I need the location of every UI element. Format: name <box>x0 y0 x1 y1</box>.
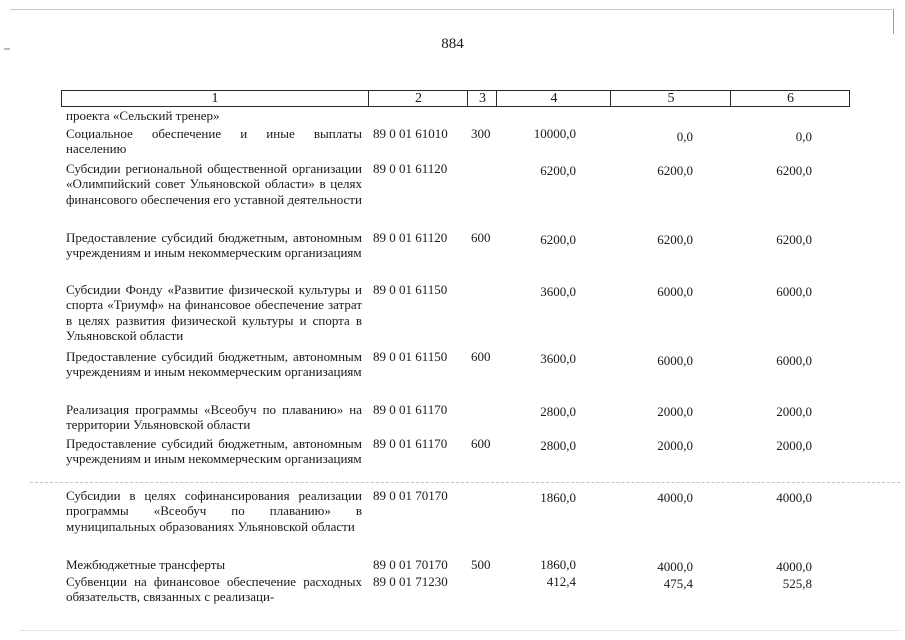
row-value-6: 6000,0 <box>776 353 812 368</box>
row-code: 89 0 01 70170 <box>373 557 448 572</box>
row-value-5: 4000,0 <box>657 559 693 574</box>
row-description: Субсидии Фонду «Развитие физической культуры и спорта «Триумф» на финансовое обеспечение затрат в целях развития физической культуры и спорта в Ульяновской области <box>66 282 362 344</box>
row-value-6: 6000,0 <box>776 284 812 299</box>
row-value-4: 1860,0 <box>540 490 576 505</box>
row-value-5: 2000,0 <box>657 404 693 419</box>
row-description: Субвенции на финансовое обеспечение расходных обязательств, связанных с реализаци- <box>66 574 362 605</box>
row-code: 89 0 01 61150 <box>373 349 448 364</box>
row-description: Предоставление субсидий бюджетным, автономным учреждениям и иным некоммерческим организациям <box>66 230 362 261</box>
row-kvr: 500 <box>471 557 491 572</box>
row-description: Субсидии региональной общественной организации «Олимпийский совет Ульяновской области» в целях финансового обеспечения его уставной деятельности <box>66 161 362 207</box>
row-description: Предоставление субсидий бюджетным, автономным учреждениям и иным некоммерческим организациям <box>66 436 362 467</box>
row-code: 89 0 01 61170 <box>373 436 448 451</box>
row-value-6: 4000,0 <box>776 559 812 574</box>
col-header-3: 3 <box>467 91 497 106</box>
col-header-1: 1 <box>211 91 219 106</box>
row-kvr: 300 <box>471 126 491 141</box>
row-value-6: 6200,0 <box>776 232 812 247</box>
row-value-5: 4000,0 <box>657 490 693 505</box>
row-value-6: 0,0 <box>795 129 812 144</box>
row-code: 89 0 01 61120 <box>373 230 448 245</box>
row-value-4: 1860,0 <box>540 557 576 572</box>
row-code: 89 0 01 70170 <box>373 488 448 503</box>
row-value-4: 2800,0 <box>540 438 576 453</box>
row-value-4: 6200,0 <box>540 232 576 247</box>
row-value-5: 2000,0 <box>657 438 693 453</box>
col-header-5: 5 <box>610 91 731 106</box>
col-header-2: 2 <box>368 91 468 106</box>
table-header <box>61 90 850 107</box>
col-header-4: 4 <box>496 91 611 106</box>
row-code: 89 0 01 71230 <box>373 574 448 589</box>
row-code: 89 0 01 61150 <box>373 282 448 297</box>
scan-artifact-line <box>30 482 900 483</box>
row-value-5: 6200,0 <box>657 163 693 178</box>
row-kvr: 600 <box>471 349 491 364</box>
row-description: Предоставление субсидий бюджетным, автономным учреждениям и иным некоммерческим организациям <box>66 349 362 380</box>
page-number: 884 <box>441 36 464 52</box>
col-header-6: 6 <box>730 91 850 106</box>
row-value-6: 2000,0 <box>776 404 812 419</box>
row-code: 89 0 01 61120 <box>373 161 448 176</box>
row-description: Межбюджетные трансферты <box>66 557 226 572</box>
row-value-5: 6000,0 <box>657 353 693 368</box>
row-description: Социальное обеспечение и иные выплаты населению <box>66 126 362 157</box>
row-value-4: 3600,0 <box>540 284 576 299</box>
row-code: 89 0 01 61010 <box>373 126 448 141</box>
row-value-6: 525,8 <box>782 576 812 591</box>
row-value-6: 6200,0 <box>776 163 812 178</box>
row-value-6: 2000,0 <box>776 438 812 453</box>
row-value-5: 6200,0 <box>657 232 693 247</box>
row-value-5: 0,0 <box>676 129 693 144</box>
row-kvr: 600 <box>471 230 491 245</box>
row-value-4: 6200,0 <box>540 163 576 178</box>
row-value-4: 10000,0 <box>533 126 576 141</box>
row-description: проекта «Сельский тренер» <box>66 108 220 123</box>
row-value-4: 2800,0 <box>540 404 576 419</box>
row-description: Реализация программы «Всеобуч по плаванию» на территории Ульяновской области <box>66 402 362 433</box>
scan-right-border <box>893 9 894 34</box>
scan-top-border <box>10 9 892 10</box>
row-value-4: 3600,0 <box>540 351 576 366</box>
row-value-6: 4000,0 <box>776 490 812 505</box>
row-value-4: 412,4 <box>546 574 576 589</box>
scan-artifact-bottom <box>20 630 900 631</box>
row-code: 89 0 01 61170 <box>373 402 448 417</box>
row-description: Субсидии в целях софинансирования реализации программы «Всеобуч по плаванию» в муниципальных образованиях Ульяновской области <box>66 488 362 534</box>
row-value-5: 6000,0 <box>657 284 693 299</box>
row-value-5: 475,4 <box>663 576 693 591</box>
row-kvr: 600 <box>471 436 491 451</box>
